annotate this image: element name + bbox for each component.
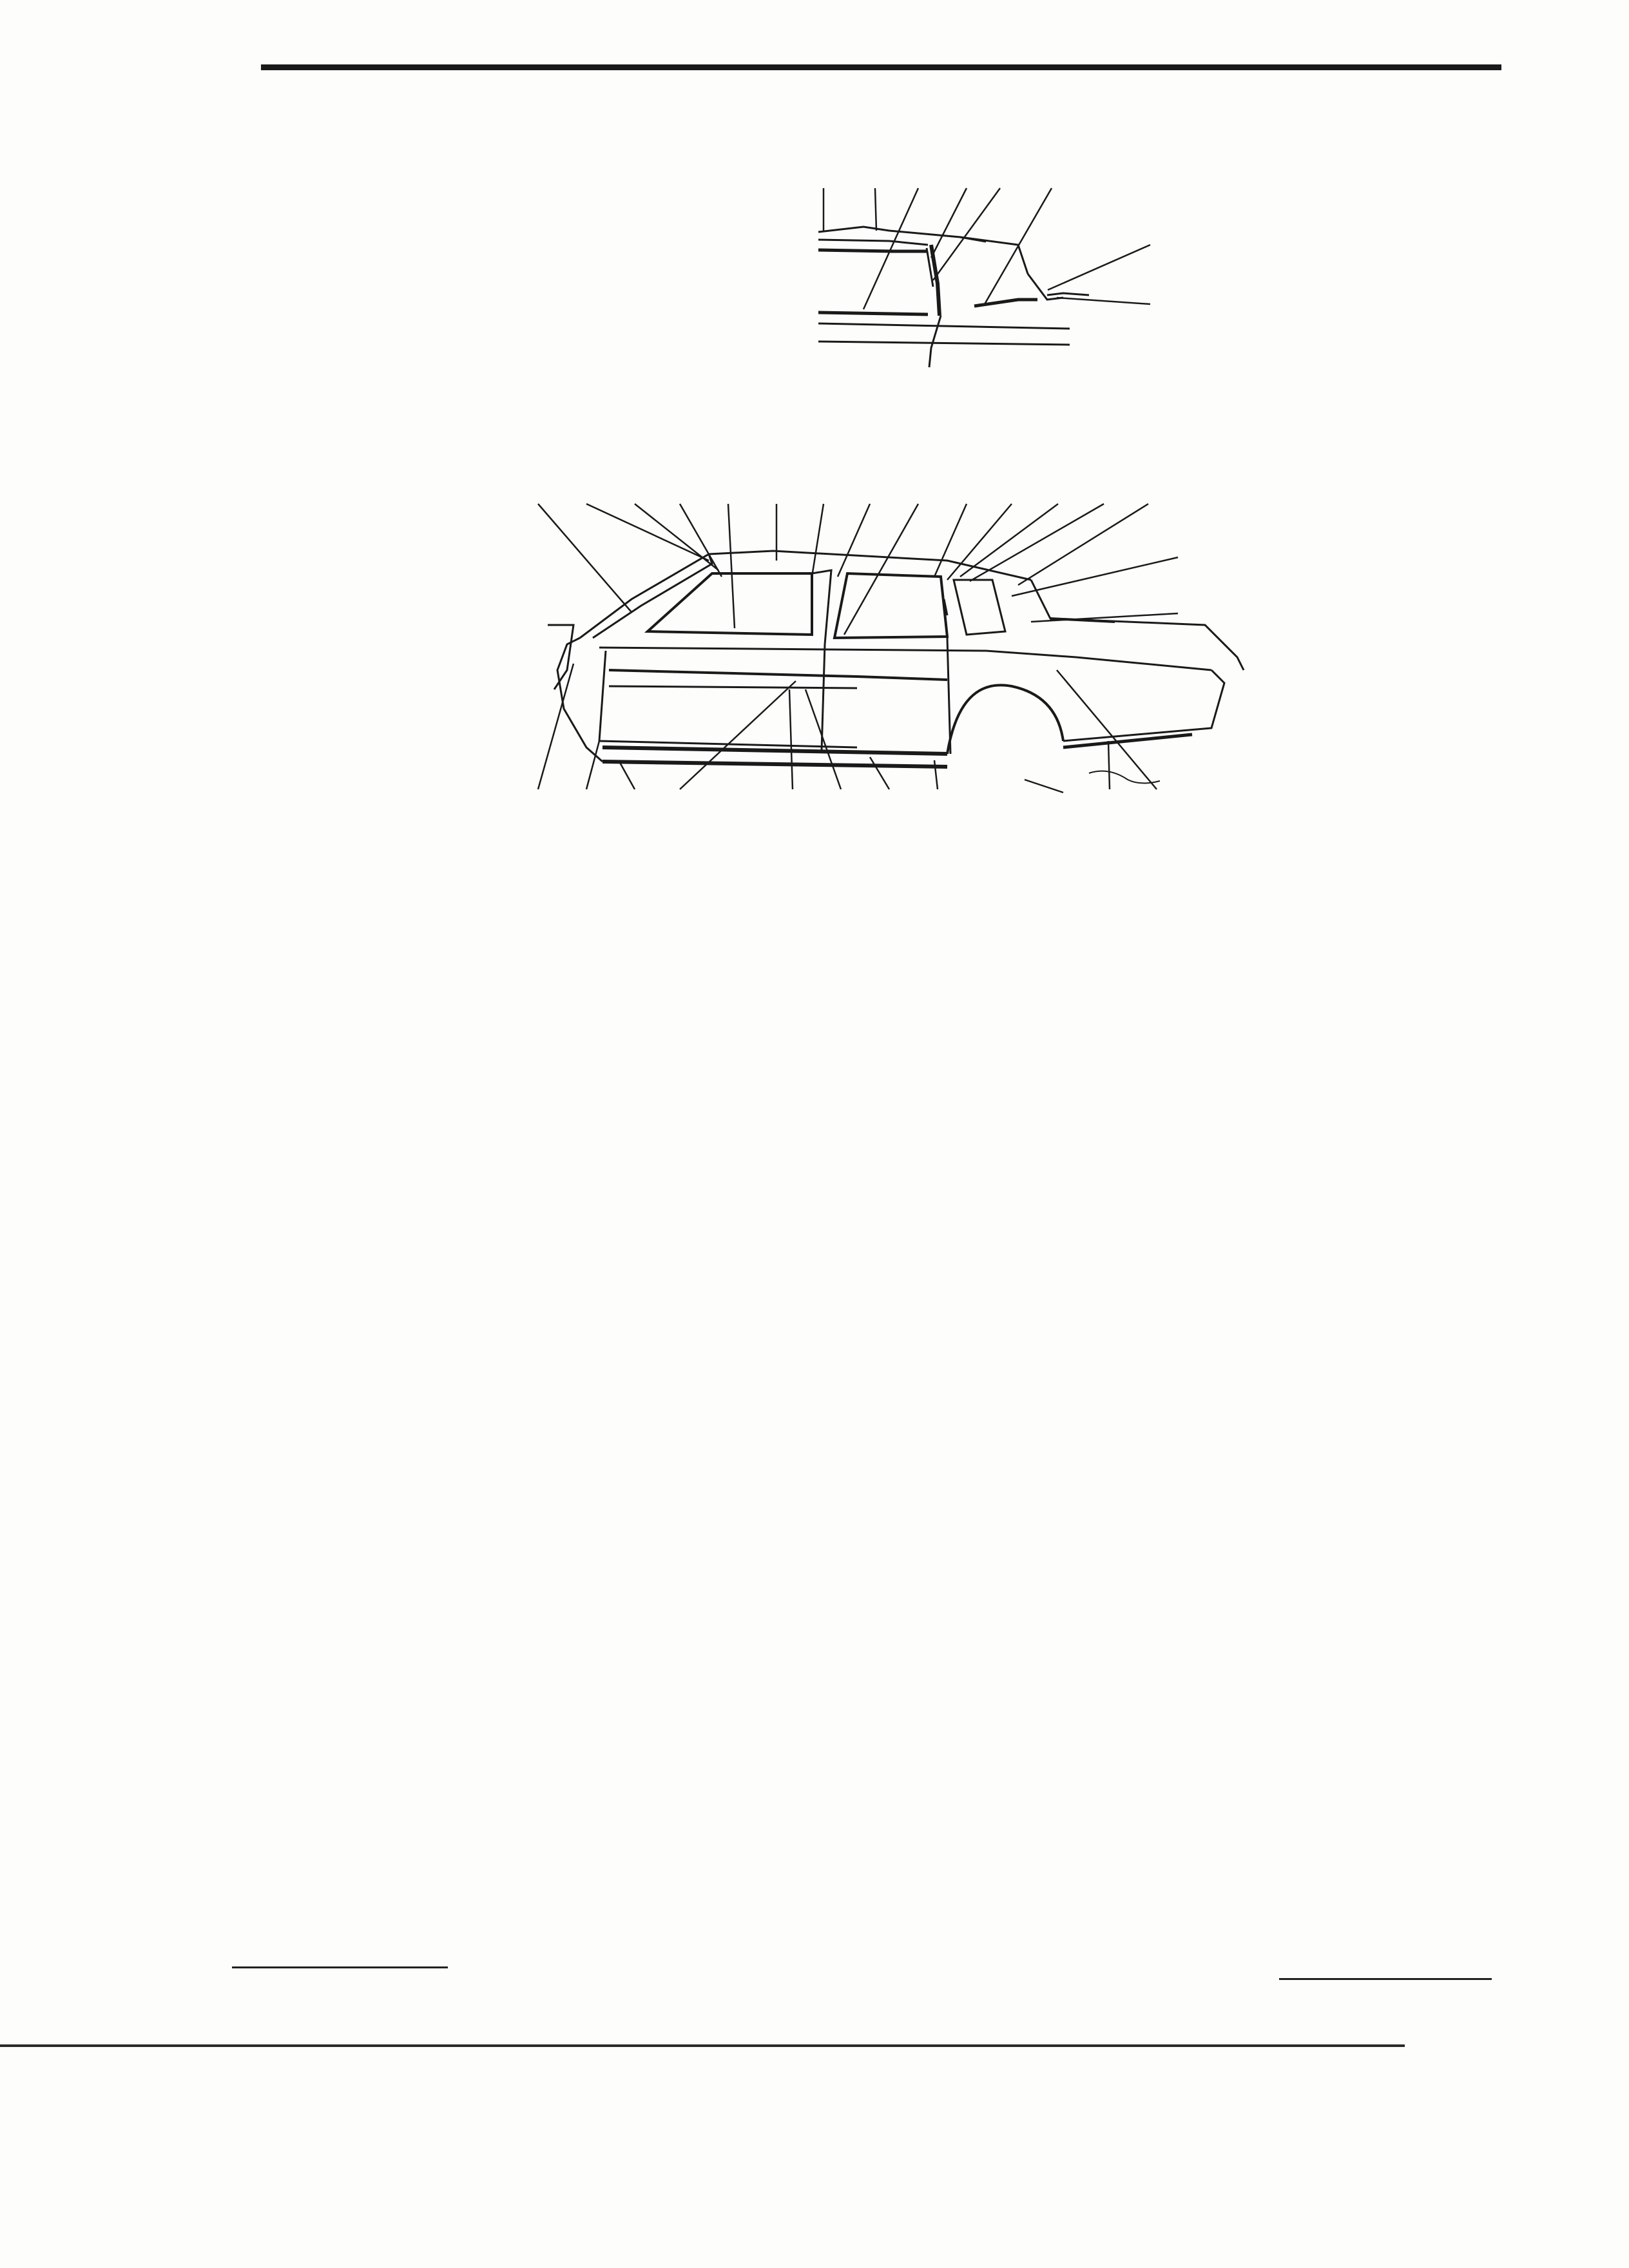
leader-lines: [824, 188, 1150, 309]
parts-list: [0, 1002, 1629, 1930]
car-body-side-diagram: [496, 464, 1282, 850]
bottom-rule: [0, 2044, 1405, 2047]
roof-detail-diagram: [793, 155, 1257, 374]
footer-rule-left: [232, 1966, 448, 1968]
top-rule: [261, 64, 1501, 70]
footer-rule-right: [1279, 1978, 1492, 1980]
